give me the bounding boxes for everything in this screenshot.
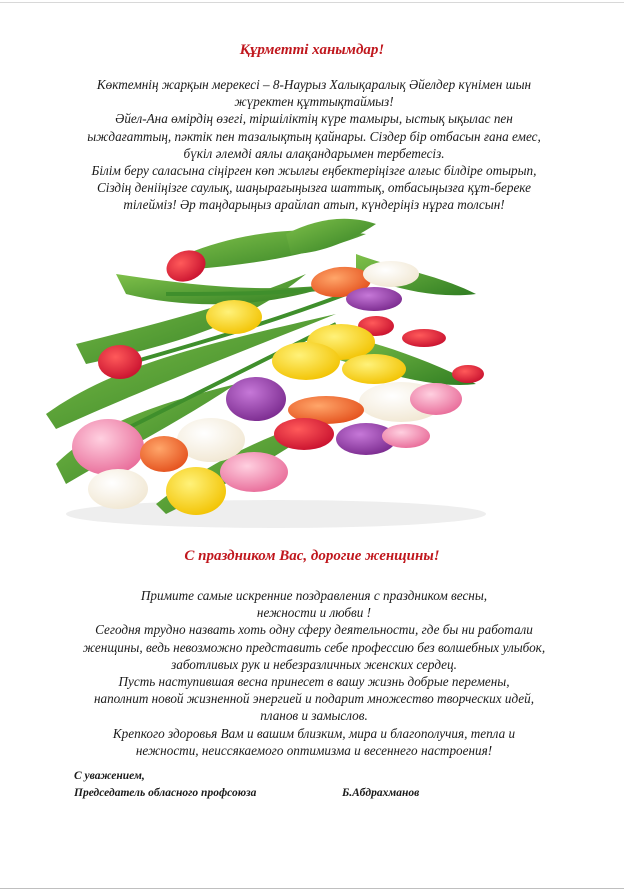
russian-line: нежности и любви !	[256, 605, 372, 621]
russian-line: женщины, ведь невозможно представить себе профессию без волшебных улыбок,	[82, 639, 546, 655]
kazakh-line: Сіздің денііңізге саулық, шаңырағыңызға шаттық, отбасыңызға құт-береке	[97, 180, 531, 196]
kazakh-line: Әйел-Ана өмірдің өзегі, тіршіліктің күре тамыры, ыстық ықылас пен	[115, 111, 513, 127]
russian-greeting-title: С праздником Вас, дорогие женщины!	[184, 548, 440, 564]
russian-line: заботливых рук и небезразличных женских сердец.	[171, 656, 457, 672]
signature-name: Б.Абдрахманов	[342, 787, 420, 799]
russian-line: наполнит новой жизненной энергией и подарит множество творческих идей,	[93, 691, 535, 707]
russian-line: Крепкого здоровья Вам и вашим близким, мира и благополучия, тепла и	[112, 725, 516, 741]
russian-greeting-body	[28, 587, 600, 759]
kazakh-line: жүректен құттықтаймыз!	[234, 94, 394, 110]
kazakh-greeting-body	[28, 76, 600, 214]
kazakh-line: Білім беру саласына сіңірген көп жылғы еңбектеріңізге алғыс білдіре отырып,	[91, 163, 537, 179]
russian-line: нежности, неиссякаемого оптимизма и весеннего настроения!	[135, 742, 493, 758]
russian-line: планов и замыслов.	[260, 708, 368, 724]
kazakh-line: бүкіл әлемді аялы алақандарымен тербетесіз.	[183, 145, 445, 161]
russian-line: Сегодня трудно назвать хоть одну сферу деятельности, где бы ни работали	[95, 622, 533, 638]
page-bottom-border	[0, 888, 624, 889]
tulip-bouquet-image	[36, 214, 492, 536]
page-top-border	[0, 2, 624, 3]
russian-line: Пусть наступившая весна принесет в вашу жизнь добрые перемены,	[118, 674, 510, 690]
signature-regards: С уважением,	[74, 770, 145, 782]
kazakh-line: тілейміз! Әр таңдарыңыз арайлап атып, күндеріңіз нұрға толсын!	[123, 197, 505, 213]
kazakh-line: Көктемнің жарқын мерекесі – 8-Наурыз Халықаралық Әйелдер күнімен шын	[96, 77, 532, 92]
russian-line: Примите самые искренние поздравления с праздником весны,	[140, 588, 488, 603]
signature-position: Председатель обласного профсоюза	[74, 787, 257, 799]
kazakh-line: ыждағаттың, пәктік пен тазалықтың қайнары. Сіздер бір отбасын ғана емес,	[87, 128, 541, 144]
kazakh-greeting-title: Құрметті ханымдар!	[239, 42, 385, 58]
